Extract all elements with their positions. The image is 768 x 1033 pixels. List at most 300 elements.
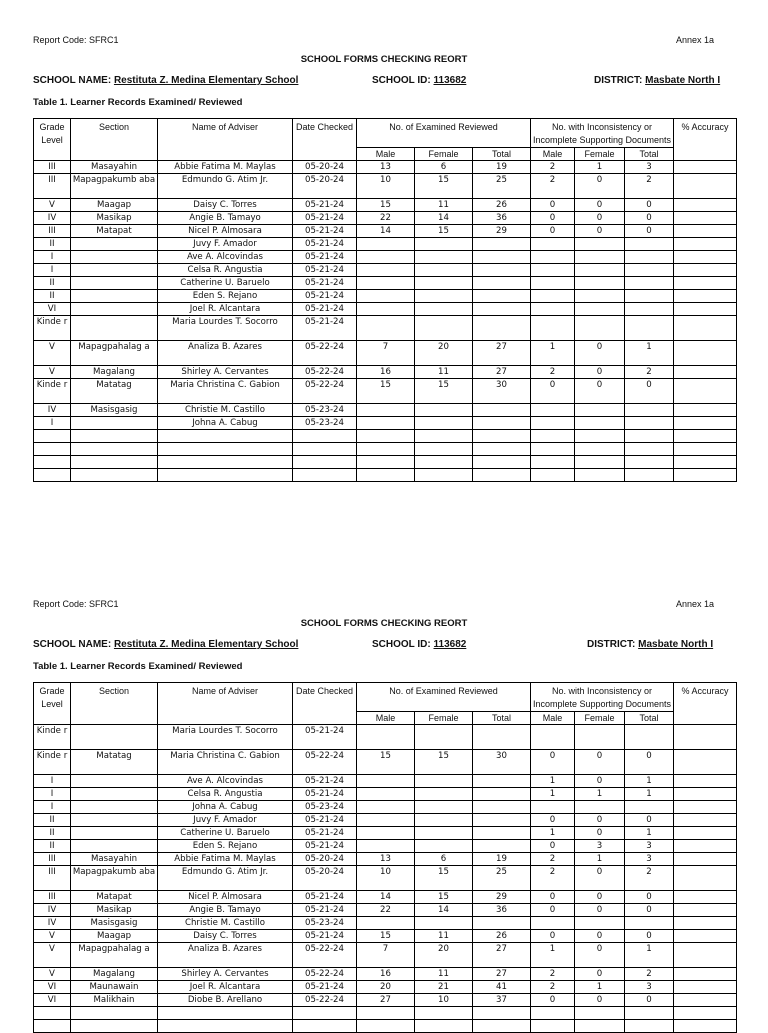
cell-section: Matatag bbox=[71, 750, 158, 775]
cell-examined-total bbox=[473, 290, 531, 303]
header-section: Section bbox=[71, 119, 158, 161]
cell-examined-male: 13 bbox=[357, 161, 415, 174]
cell-section bbox=[71, 801, 158, 814]
cell-accuracy bbox=[674, 1020, 737, 1033]
district-value: Masbate North I bbox=[645, 75, 721, 86]
cell-examined-male: 10 bbox=[357, 174, 415, 199]
cell-date-checked: 05-21-24 bbox=[293, 251, 357, 264]
cell-grade-level: V bbox=[34, 366, 71, 379]
cell-inconsistent-total bbox=[625, 469, 674, 482]
cell-grade-level: IV bbox=[34, 212, 71, 225]
cell-section: Masikap bbox=[71, 904, 158, 917]
cell-examined-male: 10 bbox=[357, 866, 415, 891]
cell-examined-total bbox=[473, 251, 531, 264]
cell-date-checked: 05-23-24 bbox=[293, 917, 357, 930]
cell-examined-total bbox=[473, 303, 531, 316]
cell-examined-total: 27 bbox=[473, 341, 531, 366]
cell-inconsistent-total bbox=[625, 251, 674, 264]
cell-inconsistent-total: 0 bbox=[625, 212, 674, 225]
cell-accuracy bbox=[674, 161, 737, 174]
cell-grade-level: II bbox=[34, 277, 71, 290]
cell-date-checked bbox=[293, 1007, 357, 1020]
cell-date-checked: 05-21-24 bbox=[293, 303, 357, 316]
cell-examined-male bbox=[357, 238, 415, 251]
cell-adviser bbox=[158, 430, 293, 443]
cell-examined-total bbox=[473, 775, 531, 788]
table-row bbox=[34, 775, 737, 788]
cell-inconsistent-total: 3 bbox=[625, 840, 674, 853]
cell-adviser: Edmundo G. Atim Jr. bbox=[158, 174, 293, 199]
cell-section: Masisgasig bbox=[71, 917, 158, 930]
cell-inconsistent-total bbox=[625, 264, 674, 277]
cell-adviser: Maria Lourdes T. Socorro bbox=[158, 725, 293, 750]
cell-examined-total: 37 bbox=[473, 994, 531, 1007]
cell-inconsistent-female: 0 bbox=[575, 199, 625, 212]
cell-examined-male: 14 bbox=[357, 891, 415, 904]
cell-examined-total bbox=[473, 814, 531, 827]
cell-inconsistent-female bbox=[575, 404, 625, 417]
table-row bbox=[34, 866, 737, 891]
cell-inconsistent-male bbox=[531, 1007, 575, 1020]
cell-inconsistent-total: 0 bbox=[625, 904, 674, 917]
cell-adviser: Celsa R. Angustia bbox=[158, 264, 293, 277]
cell-date-checked bbox=[293, 1020, 357, 1033]
cell-examined-male bbox=[357, 469, 415, 482]
cell-accuracy bbox=[674, 943, 737, 968]
cell-inconsistent-female: 0 bbox=[575, 814, 625, 827]
cell-date-checked: 05-20-24 bbox=[293, 866, 357, 891]
cell-grade-level: III bbox=[34, 866, 71, 891]
cell-inconsistent-male: 0 bbox=[531, 225, 575, 238]
cell-examined-total bbox=[473, 788, 531, 801]
cell-examined-female bbox=[415, 277, 473, 290]
header-inconsistency: No. with Inconsistency or Incomplete Supporting Documents bbox=[531, 683, 674, 712]
cell-inconsistent-female: 0 bbox=[575, 904, 625, 917]
cell-date-checked: 05-22-24 bbox=[293, 379, 357, 404]
cell-date-checked bbox=[293, 469, 357, 482]
cell-examined-total: 36 bbox=[473, 904, 531, 917]
cell-inconsistent-female: 1 bbox=[575, 788, 625, 801]
cell-adviser: Diobe B. Arellano bbox=[158, 994, 293, 1007]
cell-inconsistent-female: 0 bbox=[575, 891, 625, 904]
table-body bbox=[34, 161, 737, 482]
cell-date-checked: 05-23-24 bbox=[293, 801, 357, 814]
cell-grade-level: V bbox=[34, 930, 71, 943]
cell-inconsistent-female: 0 bbox=[575, 750, 625, 775]
cell-inconsistent-total: 0 bbox=[625, 814, 674, 827]
cell-section bbox=[71, 1020, 158, 1033]
cell-grade-level: II bbox=[34, 238, 71, 251]
district-line bbox=[594, 75, 720, 86]
header-adviser: Name of Adviser bbox=[158, 119, 293, 161]
cell-examined-female bbox=[415, 1020, 473, 1033]
cell-examined-female bbox=[415, 801, 473, 814]
school-id-label: SCHOOL ID: bbox=[372, 75, 431, 86]
cell-grade-level: V bbox=[34, 341, 71, 366]
cell-inconsistent-male bbox=[531, 404, 575, 417]
cell-grade-level: I bbox=[34, 775, 71, 788]
cell-inconsistent-female bbox=[575, 456, 625, 469]
subheader-total: Total bbox=[625, 148, 674, 161]
cell-accuracy bbox=[674, 430, 737, 443]
cell-adviser: Angie B. Tamayo bbox=[158, 212, 293, 225]
table-row bbox=[34, 725, 737, 750]
cell-inconsistent-female bbox=[575, 251, 625, 264]
cell-inconsistent-total bbox=[625, 917, 674, 930]
cell-examined-total: 25 bbox=[473, 174, 531, 199]
cell-examined-female bbox=[415, 316, 473, 341]
report-code: Report Code: SFRC1 bbox=[33, 35, 119, 45]
cell-section: Maagap bbox=[71, 199, 158, 212]
cell-grade-level: Kinde r bbox=[34, 379, 71, 404]
cell-inconsistent-total: 0 bbox=[625, 750, 674, 775]
cell-accuracy bbox=[674, 775, 737, 788]
cell-date-checked: 05-21-24 bbox=[293, 981, 357, 994]
cell-inconsistent-total bbox=[625, 443, 674, 456]
district-line bbox=[587, 639, 713, 650]
cell-inconsistent-total bbox=[625, 456, 674, 469]
cell-examined-female bbox=[415, 788, 473, 801]
cell-examined-male: 22 bbox=[357, 904, 415, 917]
cell-inconsistent-male: 2 bbox=[531, 161, 575, 174]
cell-examined-male: 15 bbox=[357, 379, 415, 404]
cell-inconsistent-female bbox=[575, 316, 625, 341]
table-row bbox=[34, 827, 737, 840]
cell-examined-total bbox=[473, 264, 531, 277]
cell-accuracy bbox=[674, 290, 737, 303]
cell-date-checked: 05-21-24 bbox=[293, 238, 357, 251]
school-name-line bbox=[33, 75, 298, 86]
cell-examined-total bbox=[473, 827, 531, 840]
cell-examined-female bbox=[415, 775, 473, 788]
cell-inconsistent-total: 3 bbox=[625, 981, 674, 994]
cell-date-checked: 05-21-24 bbox=[293, 225, 357, 238]
cell-adviser bbox=[158, 1007, 293, 1020]
cell-grade-level: VI bbox=[34, 303, 71, 316]
header-adviser: Name of Adviser bbox=[158, 683, 293, 725]
cell-grade-level: I bbox=[34, 788, 71, 801]
cell-inconsistent-female bbox=[575, 469, 625, 482]
cell-examined-female bbox=[415, 1007, 473, 1020]
cell-section bbox=[71, 264, 158, 277]
table-row bbox=[34, 840, 737, 853]
cell-examined-total: 19 bbox=[473, 853, 531, 866]
cell-examined-total bbox=[473, 417, 531, 430]
cell-inconsistent-male: 2 bbox=[531, 981, 575, 994]
cell-accuracy bbox=[674, 238, 737, 251]
cell-adviser: Abbie Fatima M. Maylas bbox=[158, 161, 293, 174]
cell-examined-male bbox=[357, 443, 415, 456]
table-row bbox=[34, 174, 737, 199]
report-code: Report Code: SFRC1 bbox=[33, 599, 119, 609]
cell-inconsistent-total: 1 bbox=[625, 827, 674, 840]
cell-examined-male bbox=[357, 827, 415, 840]
cell-inconsistent-male bbox=[531, 469, 575, 482]
cell-section: Mapagpakumb aba bbox=[71, 866, 158, 891]
cell-adviser: Ave A. Alcovindas bbox=[158, 775, 293, 788]
cell-examined-total: 29 bbox=[473, 225, 531, 238]
report-title: SCHOOL FORMS CHECKING REORT bbox=[300, 618, 468, 629]
cell-examined-female: 11 bbox=[415, 366, 473, 379]
cell-inconsistent-total: 1 bbox=[625, 775, 674, 788]
cell-inconsistent-male: 0 bbox=[531, 750, 575, 775]
cell-examined-female: 15 bbox=[415, 379, 473, 404]
cell-examined-female: 15 bbox=[415, 891, 473, 904]
cell-inconsistent-male bbox=[531, 290, 575, 303]
cell-grade-level: I bbox=[34, 251, 71, 264]
cell-examined-total bbox=[473, 443, 531, 456]
cell-examined-female bbox=[415, 443, 473, 456]
table-row bbox=[34, 469, 737, 482]
subheader-male: Male bbox=[531, 712, 575, 725]
cell-accuracy bbox=[674, 840, 737, 853]
cell-examined-total bbox=[473, 840, 531, 853]
cell-inconsistent-total bbox=[625, 1020, 674, 1033]
cell-date-checked bbox=[293, 443, 357, 456]
cell-date-checked: 05-21-24 bbox=[293, 788, 357, 801]
cell-inconsistent-female: 3 bbox=[575, 840, 625, 853]
cell-adviser: Catherine U. Baruelo bbox=[158, 277, 293, 290]
cell-inconsistent-female: 0 bbox=[575, 827, 625, 840]
cell-accuracy bbox=[674, 417, 737, 430]
header-accuracy: % Accuracy bbox=[674, 683, 737, 725]
cell-date-checked: 05-20-24 bbox=[293, 161, 357, 174]
cell-inconsistent-male bbox=[531, 917, 575, 930]
cell-accuracy bbox=[674, 225, 737, 238]
district-value: Masbate North I bbox=[638, 639, 714, 650]
cell-examined-male bbox=[357, 775, 415, 788]
cell-examined-female bbox=[415, 814, 473, 827]
cell-adviser: Maria Christina C. Gabion bbox=[158, 750, 293, 775]
cell-date-checked: 05-22-24 bbox=[293, 341, 357, 366]
cell-examined-female bbox=[415, 238, 473, 251]
cell-inconsistent-female bbox=[575, 417, 625, 430]
cell-inconsistent-male bbox=[531, 238, 575, 251]
subheader-total: Total bbox=[625, 712, 674, 725]
table-row bbox=[34, 303, 737, 316]
cell-inconsistent-male bbox=[531, 456, 575, 469]
cell-adviser: Shirley A. Cervantes bbox=[158, 968, 293, 981]
cell-section: Magalang bbox=[71, 968, 158, 981]
cell-inconsistent-total: 1 bbox=[625, 341, 674, 366]
header-section: Section bbox=[71, 683, 158, 725]
cell-examined-total: 25 bbox=[473, 866, 531, 891]
cell-section: Mapagpahalag a bbox=[71, 341, 158, 366]
table-row bbox=[34, 366, 737, 379]
cell-inconsistent-male: 2 bbox=[531, 968, 575, 981]
cell-inconsistent-male bbox=[531, 303, 575, 316]
cell-accuracy bbox=[674, 827, 737, 840]
cell-examined-female: 11 bbox=[415, 968, 473, 981]
school-id-line bbox=[372, 639, 466, 650]
table-row bbox=[34, 943, 737, 968]
cell-date-checked: 05-21-24 bbox=[293, 316, 357, 341]
cell-accuracy bbox=[674, 1007, 737, 1020]
cell-examined-female bbox=[415, 251, 473, 264]
cell-inconsistent-total bbox=[625, 238, 674, 251]
cell-inconsistent-total bbox=[625, 316, 674, 341]
cell-examined-male bbox=[357, 277, 415, 290]
cell-inconsistent-female bbox=[575, 264, 625, 277]
cell-examined-male: 13 bbox=[357, 853, 415, 866]
cell-inconsistent-female: 1 bbox=[575, 853, 625, 866]
cell-examined-male: 20 bbox=[357, 981, 415, 994]
cell-inconsistent-total bbox=[625, 404, 674, 417]
cell-inconsistent-male bbox=[531, 316, 575, 341]
cell-examined-total: 27 bbox=[473, 943, 531, 968]
cell-section bbox=[71, 788, 158, 801]
cell-examined-male bbox=[357, 430, 415, 443]
cell-section: Mapagpakumb aba bbox=[71, 174, 158, 199]
cell-examined-female bbox=[415, 430, 473, 443]
cell-examined-female bbox=[415, 290, 473, 303]
subheader-male: Male bbox=[357, 148, 415, 161]
cell-accuracy bbox=[674, 251, 737, 264]
cell-inconsistent-male bbox=[531, 251, 575, 264]
cell-date-checked bbox=[293, 456, 357, 469]
cell-examined-male bbox=[357, 316, 415, 341]
school-name-value: Restituta Z. Medina Elementary School bbox=[113, 639, 299, 650]
district-label: DISTRICT: bbox=[594, 75, 643, 86]
cell-accuracy bbox=[674, 277, 737, 290]
cell-examined-total bbox=[473, 456, 531, 469]
cell-accuracy bbox=[674, 404, 737, 417]
school-name-label: SCHOOL NAME: bbox=[33, 639, 112, 650]
table-caption: Table 1. Learner Records Examined/ Reviewed bbox=[33, 97, 243, 108]
cell-adviser: Johna A. Cabug bbox=[158, 801, 293, 814]
cell-grade-level: III bbox=[34, 891, 71, 904]
cell-date-checked: 05-20-24 bbox=[293, 853, 357, 866]
cell-grade-level: II bbox=[34, 827, 71, 840]
table-row bbox=[34, 443, 737, 456]
cell-inconsistent-female: 0 bbox=[575, 775, 625, 788]
cell-grade-level bbox=[34, 443, 71, 456]
cell-inconsistent-male: 2 bbox=[531, 366, 575, 379]
cell-inconsistent-female: 0 bbox=[575, 366, 625, 379]
cell-examined-male bbox=[357, 725, 415, 750]
school-name-label: SCHOOL NAME: bbox=[33, 75, 112, 86]
cell-inconsistent-total: 0 bbox=[625, 994, 674, 1007]
cell-section bbox=[71, 316, 158, 341]
cell-section bbox=[71, 469, 158, 482]
cell-grade-level: III bbox=[34, 853, 71, 866]
cell-inconsistent-male bbox=[531, 417, 575, 430]
cell-accuracy bbox=[674, 750, 737, 775]
cell-section: Maunawain bbox=[71, 981, 158, 994]
cell-inconsistent-female bbox=[575, 443, 625, 456]
table-row bbox=[34, 404, 737, 417]
cell-examined-total: 26 bbox=[473, 199, 531, 212]
cell-date-checked: 05-21-24 bbox=[293, 904, 357, 917]
cell-grade-level: III bbox=[34, 174, 71, 199]
cell-examined-female: 15 bbox=[415, 174, 473, 199]
cell-section bbox=[71, 775, 158, 788]
table-body bbox=[34, 725, 737, 1033]
cell-examined-male: 16 bbox=[357, 968, 415, 981]
cell-examined-female: 14 bbox=[415, 904, 473, 917]
cell-inconsistent-total: 0 bbox=[625, 891, 674, 904]
cell-grade-level: I bbox=[34, 264, 71, 277]
cell-examined-male bbox=[357, 456, 415, 469]
cell-inconsistent-total bbox=[625, 725, 674, 750]
cell-examined-total bbox=[473, 917, 531, 930]
cell-adviser: Christie M. Castillo bbox=[158, 404, 293, 417]
cell-adviser: Ave A. Alcovindas bbox=[158, 251, 293, 264]
subheader-male: Male bbox=[357, 712, 415, 725]
cell-section bbox=[71, 827, 158, 840]
cell-accuracy bbox=[674, 264, 737, 277]
school-id-value: 113682 bbox=[433, 75, 467, 86]
cell-examined-female bbox=[415, 264, 473, 277]
cell-grade-level: Kinde r bbox=[34, 750, 71, 775]
cell-inconsistent-male bbox=[531, 443, 575, 456]
cell-grade-level bbox=[34, 1020, 71, 1033]
cell-examined-female bbox=[415, 840, 473, 853]
subheader-female: Female bbox=[415, 712, 473, 725]
cell-date-checked: 05-22-24 bbox=[293, 994, 357, 1007]
cell-grade-level: II bbox=[34, 290, 71, 303]
cell-adviser bbox=[158, 1020, 293, 1033]
cell-accuracy bbox=[674, 379, 737, 404]
cell-grade-level: Kinde r bbox=[34, 316, 71, 341]
cell-inconsistent-male: 0 bbox=[531, 212, 575, 225]
cell-inconsistent-female: 0 bbox=[575, 379, 625, 404]
cell-inconsistent-total: 0 bbox=[625, 379, 674, 404]
table-row bbox=[34, 917, 737, 930]
cell-adviser: Edmundo G. Atim Jr. bbox=[158, 866, 293, 891]
cell-inconsistent-male: 0 bbox=[531, 814, 575, 827]
cell-accuracy bbox=[674, 212, 737, 225]
table-row bbox=[34, 379, 737, 404]
header-accuracy: % Accuracy bbox=[674, 119, 737, 161]
cell-examined-female: 15 bbox=[415, 750, 473, 775]
cell-inconsistent-male bbox=[531, 725, 575, 750]
cell-inconsistent-total: 0 bbox=[625, 930, 674, 943]
cell-section: Masikap bbox=[71, 212, 158, 225]
cell-section bbox=[71, 303, 158, 316]
cell-inconsistent-total: 2 bbox=[625, 174, 674, 199]
table-row bbox=[34, 788, 737, 801]
cell-section: Matatag bbox=[71, 379, 158, 404]
cell-accuracy bbox=[674, 469, 737, 482]
cell-date-checked: 05-21-24 bbox=[293, 264, 357, 277]
cell-inconsistent-total bbox=[625, 417, 674, 430]
cell-grade-level: Kinde r bbox=[34, 725, 71, 750]
cell-inconsistent-female bbox=[575, 290, 625, 303]
school-id-label: SCHOOL ID: bbox=[372, 639, 431, 650]
school-id-value: 113682 bbox=[433, 639, 467, 650]
cell-examined-total: 41 bbox=[473, 981, 531, 994]
cell-grade-level: V bbox=[34, 943, 71, 968]
cell-inconsistent-female: 0 bbox=[575, 943, 625, 968]
cell-inconsistent-female: 0 bbox=[575, 174, 625, 199]
cell-inconsistent-male bbox=[531, 264, 575, 277]
cell-inconsistent-male: 1 bbox=[531, 788, 575, 801]
cell-section: Masayahin bbox=[71, 161, 158, 174]
cell-adviser: Juvy F. Amador bbox=[158, 238, 293, 251]
cell-adviser: Celsa R. Angustia bbox=[158, 788, 293, 801]
cell-adviser: Maria Lourdes T. Socorro bbox=[158, 316, 293, 341]
cell-accuracy bbox=[674, 904, 737, 917]
cell-section bbox=[71, 443, 158, 456]
cell-grade-level: VI bbox=[34, 994, 71, 1007]
cell-adviser: Eden S. Rejano bbox=[158, 840, 293, 853]
cell-adviser: Angie B. Tamayo bbox=[158, 904, 293, 917]
cell-examined-total: 19 bbox=[473, 161, 531, 174]
table-row bbox=[34, 801, 737, 814]
cell-date-checked: 05-22-24 bbox=[293, 366, 357, 379]
cell-inconsistent-male bbox=[531, 801, 575, 814]
